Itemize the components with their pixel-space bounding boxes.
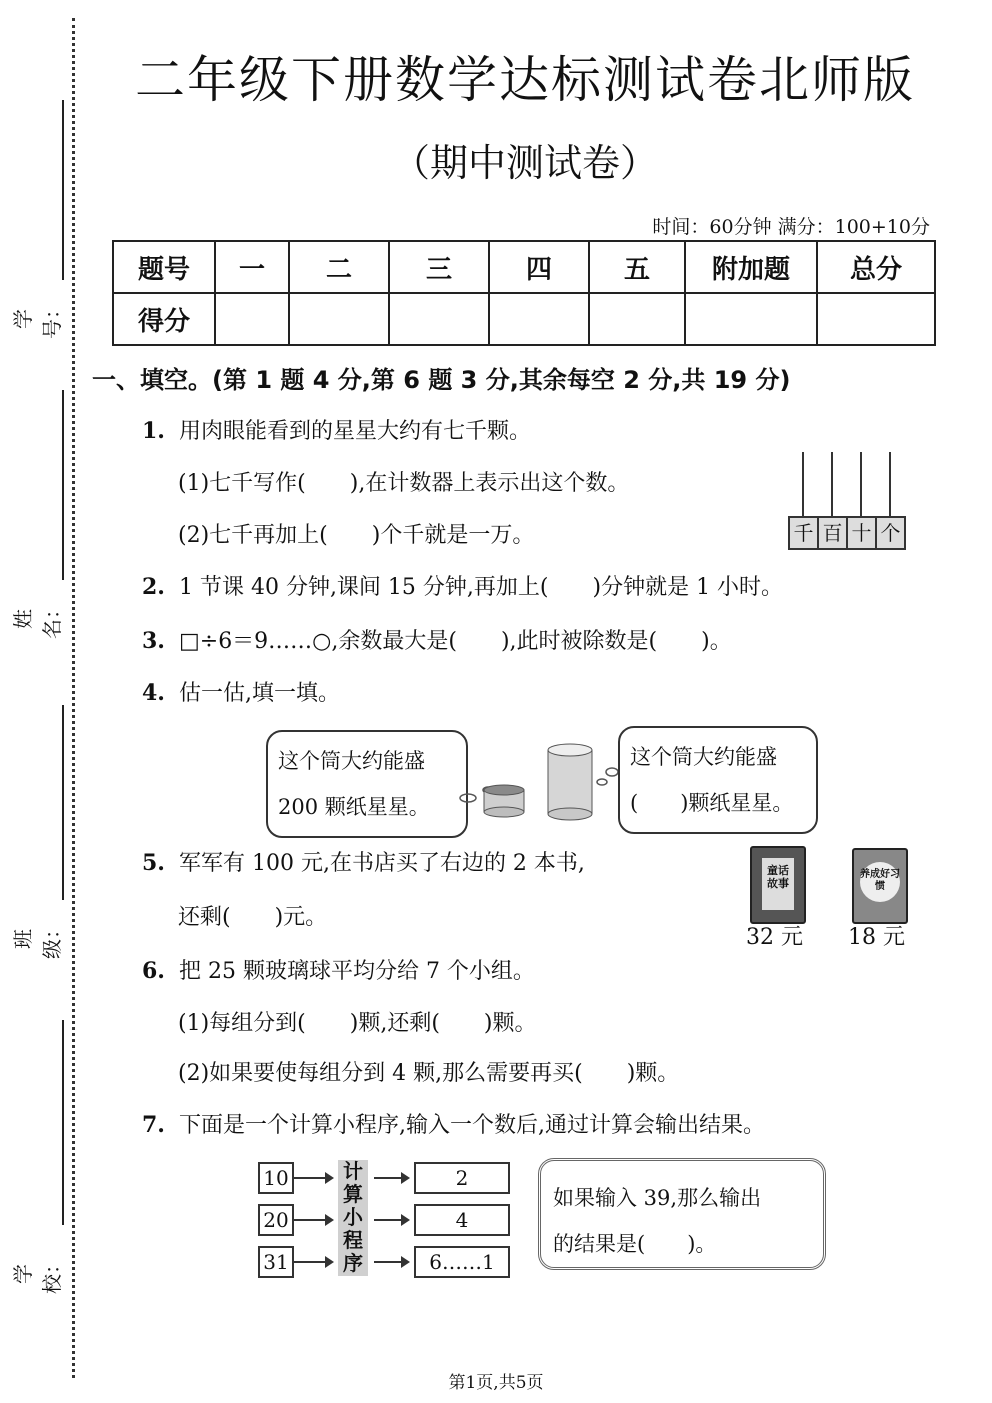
arrow-right-icon [374,1261,408,1263]
bubble-line: 这个筒大约能盛 [630,745,777,769]
score-header-cell: 一 [215,241,289,293]
score-header-row [113,241,935,293]
question-number: 1. [142,418,165,444]
class-line[interactable] [62,705,64,900]
question-3 [142,624,732,655]
score-header-cell: 二 [289,241,389,293]
page-footer: 第1页,共5页 [448,1373,544,1393]
question-text: 把 25 颗玻璃球平均分给 7 个小组。 [178,959,535,984]
score-header-cell: 题号 [113,241,215,293]
cylinders-illustration [452,740,622,830]
abacus-place-label: 千 [790,518,819,548]
abacus [788,452,906,548]
note-line: 的结果是( )。 [553,1232,717,1256]
abacus-rod [860,452,862,518]
program-question-box [538,1158,826,1270]
score-cell[interactable] [685,293,817,345]
program-input: 31 [258,1246,294,1278]
name-field [11,390,76,650]
book-price: 32 元 [746,925,803,950]
section-title: 一、填空。(第 1 题 4 分,第 6 题 3 分,其余每空 2 分,共 19 分) [92,366,791,394]
question-1-part-1: (1)七千写作( ),在计数器上表示出这个数。 [178,471,630,496]
name-label: 姓名： [11,599,64,639]
page-title: 二年级下册数学达标测试卷北师版 [135,51,915,109]
question-1-part-2: (2)七千再加上( )个千就是一万。 [178,523,535,548]
question-6 [142,954,535,985]
book-title: 童话故事 [762,858,794,910]
score-table [112,240,936,346]
question-text: 估一估,填一填。 [178,681,340,706]
abacus-place-label: 个 [880,521,901,545]
good-habits-book-icon [852,848,908,924]
score-cell[interactable] [215,293,289,345]
question-number: 5. [142,850,165,876]
school-line[interactable] [62,1020,64,1225]
abacus-base [788,516,906,550]
program-label-char: 小 [343,1205,363,1229]
question-5-line-2: 还剩( )元。 [178,905,328,930]
score-header-cell: 五 [589,241,685,293]
student-id-label: 学号： [11,299,64,339]
program-output: 2 [414,1162,510,1194]
question-6-part-2: (2)如果要使每组分到 4 颗,那么需要再买( )颗。 [178,1061,680,1086]
arrow-right-icon [294,1177,332,1179]
student-id-line[interactable] [62,100,64,280]
question-text: 用肉眼能看到的星星大约有七千颗。 [178,419,531,444]
arrow-right-icon [374,1177,408,1179]
question-6-part-1: (1)每组分到( )颗,还剩( )颗。 [178,1011,537,1036]
bubble-line: 200 颗纸星星。 [278,795,430,819]
score-cell[interactable] [817,293,935,345]
abacus-place-label: 十 [848,518,877,548]
fairy-tale-book-icon [750,846,806,924]
question-number: 6. [142,958,165,984]
program-input: 20 [258,1204,294,1236]
score-header-cell: 附加题 [685,241,817,293]
small-cylinder-icon [460,785,524,817]
class-label: 班级： [11,919,64,959]
book-price: 18 元 [848,925,905,950]
program-label-char: 算 [343,1182,363,1206]
note-line: 如果输入 39,那么输出 [553,1186,762,1210]
program-box [338,1160,368,1276]
score-header-cell: 总分 [817,241,935,293]
question-text: 1 节课 40 分钟,课间 15 分钟,再加上( )分钟就是 1 小时。 [178,575,784,600]
program-output: 6……1 [414,1246,510,1278]
page-subtitle: （期中测试卷） [391,141,658,185]
question-number: 3. [142,628,165,654]
score-header-cell: 四 [489,241,589,293]
estimate-bubble-left [266,730,468,838]
question-2 [142,570,783,601]
program-input: 10 [258,1162,294,1194]
question-5 [142,846,585,877]
estimate-bubble-right [618,726,818,834]
bubble-line: 这个筒大约能盛 [278,749,425,773]
question-number: 2. [142,574,165,600]
school-label: 学校： [11,1254,64,1294]
score-cell[interactable] [389,293,489,345]
arrow-right-icon [374,1219,408,1221]
question-4 [142,676,340,707]
question-1 [142,414,531,445]
question-7 [142,1108,765,1139]
program-label-char: 序 [343,1251,363,1275]
abacus-rod [831,452,833,518]
score-cell[interactable] [289,293,389,345]
arrow-right-icon [294,1261,332,1263]
abacus-rod [802,452,804,518]
name-line[interactable] [62,390,64,580]
class-field [11,705,76,965]
score-row [113,293,935,345]
school-field [11,1020,76,1300]
book-title: 养成好习惯 [860,862,900,902]
abacus-place-label: 百 [819,518,848,548]
bubble-line: ( )颗纸星星。 [630,791,794,815]
student-id-field [11,100,76,360]
question-text: 军军有 100 元,在书店买了右边的 2 本书, [178,851,585,876]
question-text: □÷6＝9……○,余数最大是( ),此时被除数是( )。 [178,629,732,654]
program-label-char: 计 [343,1159,363,1183]
program-label-char: 程 [343,1228,363,1252]
score-cell[interactable] [589,293,685,345]
abacus-rod [889,452,891,518]
program-output: 4 [414,1204,510,1236]
exam-meta: 时间：60分钟 满分：100+10分 [652,216,930,238]
question-text: 下面是一个计算小程序,输入一个数后,通过计算会输出结果。 [178,1113,765,1138]
large-cylinder-icon [548,744,618,820]
arrow-right-icon [294,1219,332,1221]
question-number: 7. [142,1112,165,1138]
score-cell[interactable] [489,293,589,345]
question-number: 4. [142,680,165,706]
score-row-label: 得分 [113,293,215,345]
score-header-cell: 三 [389,241,489,293]
